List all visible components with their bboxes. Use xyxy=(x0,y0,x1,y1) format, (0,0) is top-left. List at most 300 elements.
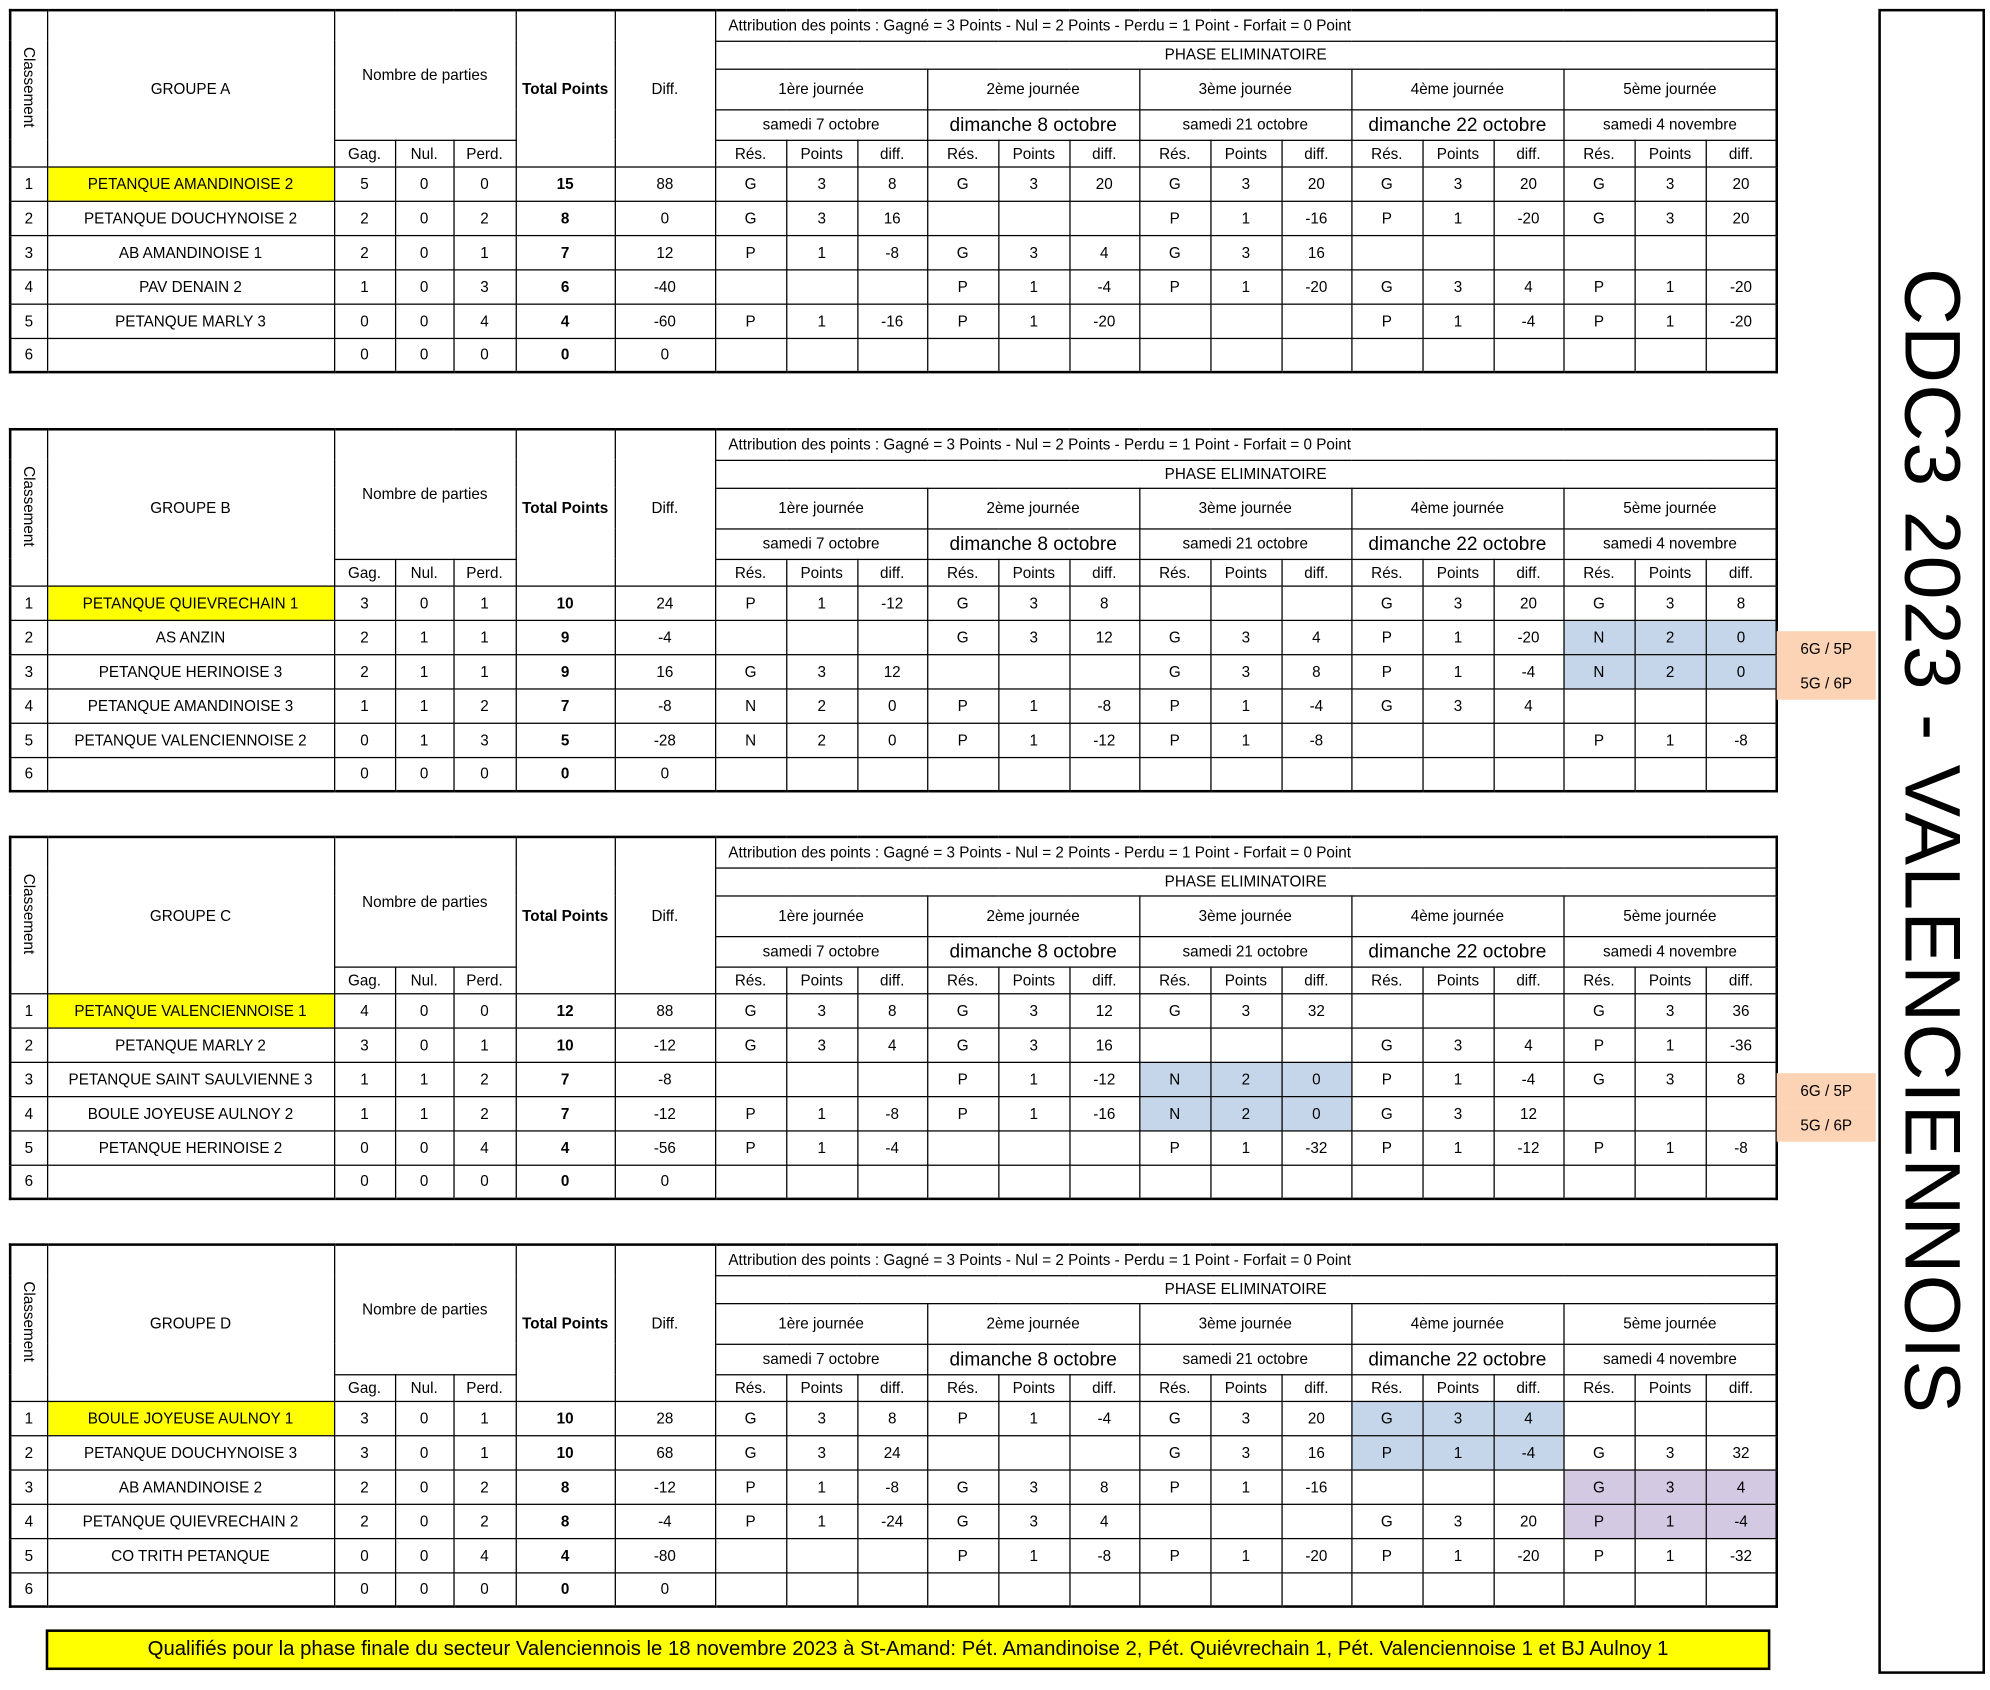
result-diff-cell: 20 xyxy=(1494,166,1564,200)
result-cell: G xyxy=(1139,1435,1210,1469)
result-cell xyxy=(715,620,786,654)
result-diff-cell xyxy=(1706,1572,1777,1606)
result-cell: G xyxy=(1563,585,1634,619)
res-header: Rés. xyxy=(927,1374,998,1401)
result-diff-cell: 4 xyxy=(1281,620,1351,654)
journee-date: samedi 21 octobre xyxy=(1139,528,1351,558)
gag-cell: 3 xyxy=(334,1435,395,1469)
result-diff-cell xyxy=(1706,757,1777,791)
result-diff-cell: -4 xyxy=(857,1130,927,1164)
points-header: Points xyxy=(786,1374,857,1401)
result-diff-cell xyxy=(1494,1572,1564,1606)
perd-header: Perd. xyxy=(453,966,515,993)
group-c-side-note-1: 6G / 5P xyxy=(1777,1073,1876,1107)
total-cell: 8 xyxy=(516,1504,615,1538)
perd-cell: 4 xyxy=(453,1538,515,1572)
result-diff-cell: 20 xyxy=(1069,166,1139,200)
diff-cell: 0 xyxy=(615,757,715,791)
result-diff-cell: 8 xyxy=(1069,585,1139,619)
diff-sub-header: diff. xyxy=(1494,1374,1564,1401)
diff-sub-header: diff. xyxy=(1281,966,1351,993)
perd-cell: 0 xyxy=(453,757,515,791)
result-cell: G xyxy=(715,166,786,200)
points-cell: 1 xyxy=(1422,201,1493,235)
journee-label: 3ème journée xyxy=(1139,1303,1351,1344)
journee-label: 3ème journée xyxy=(1139,895,1351,936)
diff-cell: 0 xyxy=(615,338,715,372)
result-diff-cell: -4 xyxy=(1281,688,1351,722)
points-cell xyxy=(1635,1096,1706,1130)
table-row xyxy=(10,654,1777,688)
total-cell: 0 xyxy=(516,338,615,372)
rank-cell: 5 xyxy=(10,1130,47,1164)
res-header: Rés. xyxy=(1139,966,1210,993)
diff-sub-header: diff. xyxy=(1069,559,1139,586)
result-diff-cell: 8 xyxy=(1281,654,1351,688)
result-diff-cell: 0 xyxy=(1706,620,1777,654)
points-cell xyxy=(998,757,1069,791)
result-diff-cell: 12 xyxy=(1069,993,1139,1027)
perd-cell: 1 xyxy=(453,654,515,688)
diff-cell: 0 xyxy=(615,201,715,235)
diff-cell: -60 xyxy=(615,304,715,338)
points-header: Points xyxy=(1210,1374,1281,1401)
result-diff-cell: 0 xyxy=(1706,654,1777,688)
result-cell: P xyxy=(927,269,998,303)
result-cell xyxy=(1563,1572,1634,1606)
nul-cell: 1 xyxy=(395,620,453,654)
points-cell: 3 xyxy=(786,1027,857,1061)
result-diff-cell: -24 xyxy=(857,1504,927,1538)
journee-label: 2ème journée xyxy=(927,488,1139,529)
nul-cell: 1 xyxy=(395,1062,453,1096)
points-cell: 2 xyxy=(1635,654,1706,688)
team-name xyxy=(47,338,334,372)
points-cell xyxy=(1422,993,1493,1027)
points-cell xyxy=(1422,235,1493,269)
points-header: Points xyxy=(998,1374,1069,1401)
result-cell: P xyxy=(715,1130,786,1164)
gag-header: Gag. xyxy=(334,1374,395,1401)
result-diff-cell: -12 xyxy=(857,585,927,619)
result-cell: G xyxy=(1351,1096,1422,1130)
points-cell: 3 xyxy=(998,1469,1069,1503)
rank-cell: 3 xyxy=(10,235,47,269)
result-cell xyxy=(927,757,998,791)
points-header: Points xyxy=(1210,559,1281,586)
result-cell: G xyxy=(1139,654,1210,688)
res-header: Rés. xyxy=(715,966,786,993)
perd-cell: 3 xyxy=(453,269,515,303)
points-header: Points xyxy=(1635,140,1706,167)
result-diff-cell: -20 xyxy=(1281,1538,1351,1572)
points-cell: 1 xyxy=(1210,723,1281,757)
rank-cell: 4 xyxy=(10,269,47,303)
result-cell: G xyxy=(1351,269,1422,303)
rank-cell: 3 xyxy=(10,1062,47,1096)
nul-header: Nul. xyxy=(395,1374,453,1401)
points-cell: 3 xyxy=(1422,1504,1493,1538)
gag-cell: 0 xyxy=(334,723,395,757)
standings-table xyxy=(9,9,1778,373)
nul-cell: 0 xyxy=(395,304,453,338)
result-diff-cell: -32 xyxy=(1281,1130,1351,1164)
points-cell: 3 xyxy=(1210,654,1281,688)
result-diff-cell: 8 xyxy=(857,1401,927,1435)
points-header: Points xyxy=(1635,1374,1706,1401)
nul-cell: 0 xyxy=(395,338,453,372)
result-diff-cell: -4 xyxy=(1706,1504,1777,1538)
points-cell: 1 xyxy=(1635,1504,1706,1538)
journee-date: samedi 4 novembre xyxy=(1563,936,1777,966)
result-diff-cell xyxy=(1706,688,1777,722)
result-diff-cell: -20 xyxy=(1706,269,1777,303)
result-diff-cell: -20 xyxy=(1494,201,1564,235)
result-cell: G xyxy=(715,654,786,688)
result-cell: G xyxy=(927,1504,998,1538)
sheet-title-box xyxy=(1878,9,1985,1674)
points-cell: 2 xyxy=(786,723,857,757)
res-header: Rés. xyxy=(1563,559,1634,586)
team-name xyxy=(47,1165,334,1199)
result-cell xyxy=(1563,688,1634,722)
result-diff-cell: -16 xyxy=(1281,201,1351,235)
result-diff-cell xyxy=(857,269,927,303)
total-cell: 7 xyxy=(516,688,615,722)
points-cell: 1 xyxy=(1422,1538,1493,1572)
points-cell xyxy=(998,1572,1069,1606)
result-diff-cell xyxy=(857,1062,927,1096)
points-cell: 1 xyxy=(1210,269,1281,303)
result-cell xyxy=(1351,993,1422,1027)
points-cell: 1 xyxy=(998,269,1069,303)
table-row xyxy=(10,1027,1777,1061)
result-diff-cell xyxy=(857,338,927,372)
result-cell: P xyxy=(1351,1435,1422,1469)
points-cell xyxy=(1635,1572,1706,1606)
result-cell: P xyxy=(1351,201,1422,235)
result-diff-cell: 12 xyxy=(1494,1096,1564,1130)
points-cell xyxy=(1210,338,1281,372)
table-row xyxy=(10,304,1777,338)
result-diff-cell: 4 xyxy=(1494,1027,1564,1061)
result-cell: P xyxy=(1139,201,1210,235)
rank-cell: 5 xyxy=(10,723,47,757)
team-name: PETANQUE HERINOISE 2 xyxy=(47,1130,334,1164)
result-diff-cell: 0 xyxy=(1281,1062,1351,1096)
group-c-block xyxy=(9,836,1774,1200)
result-cell: G xyxy=(1563,1469,1634,1503)
nul-header: Nul. xyxy=(395,559,453,586)
diff-sub-header: diff. xyxy=(1069,966,1139,993)
points-cell: 1 xyxy=(1635,304,1706,338)
points-cell xyxy=(1635,338,1706,372)
diff-cell: -4 xyxy=(615,620,715,654)
result-diff-cell xyxy=(1281,757,1351,791)
result-diff-cell: -20 xyxy=(1494,1538,1564,1572)
result-cell: P xyxy=(1351,1538,1422,1572)
points-cell xyxy=(1422,723,1493,757)
team-name: PETANQUE MARLY 2 xyxy=(47,1027,334,1061)
table-row xyxy=(10,1435,1777,1469)
result-cell xyxy=(1139,304,1210,338)
table-row xyxy=(10,1062,1777,1096)
gag-cell: 3 xyxy=(334,585,395,619)
team-name: CO TRITH PETANQUE xyxy=(47,1538,334,1572)
total-cell: 0 xyxy=(516,1572,615,1606)
journee-label: 5ème journée xyxy=(1563,488,1777,529)
diff-cell: -56 xyxy=(615,1130,715,1164)
gag-cell: 0 xyxy=(334,1165,395,1199)
result-cell xyxy=(715,1062,786,1096)
table-row xyxy=(10,1401,1777,1435)
gag-cell: 1 xyxy=(334,1096,395,1130)
result-diff-cell: -20 xyxy=(1281,269,1351,303)
group-name: GROUPE C xyxy=(47,837,334,993)
total-cell: 12 xyxy=(516,993,615,1027)
qualified-banner: Qualifiés pour la phase finale du secteur Valenciennois le 18 novembre 2023 à St-Amand: Pét. Amandinoise 2, Pét. Quiévrechain 1, Pét. Valenciennoise 1 et BJ Aulnoy 1 xyxy=(46,1629,1771,1670)
result-diff-cell xyxy=(1281,1572,1351,1606)
result-cell xyxy=(715,757,786,791)
result-cell: G xyxy=(715,993,786,1027)
result-diff-cell: 4 xyxy=(1494,269,1564,303)
result-diff-cell: 36 xyxy=(1706,993,1777,1027)
phase-eliminatoire: PHASE ELIMINATOIRE xyxy=(715,867,1777,895)
rank-cell: 5 xyxy=(10,1538,47,1572)
total-cell: 10 xyxy=(516,585,615,619)
result-cell xyxy=(1563,1165,1634,1199)
points-cell: 3 xyxy=(1635,993,1706,1027)
journee-label: 3ème journée xyxy=(1139,69,1351,110)
result-diff-cell: -16 xyxy=(857,304,927,338)
attribution-points: Attribution des points : Gagné = 3 Points - Nul = 2 Points - Perdu = 1 Point - Forfait = 0 Point xyxy=(715,837,1777,867)
gag-cell: 2 xyxy=(334,235,395,269)
gag-cell: 2 xyxy=(334,1504,395,1538)
gag-cell: 3 xyxy=(334,1401,395,1435)
res-header: Rés. xyxy=(1139,559,1210,586)
group-name: GROUPE D xyxy=(47,1245,334,1401)
total-cell: 10 xyxy=(516,1027,615,1061)
team-name: PETANQUE MARLY 3 xyxy=(47,304,334,338)
phase-eliminatoire: PHASE ELIMINATOIRE xyxy=(715,460,1777,488)
points-cell xyxy=(1422,1572,1493,1606)
gag-header: Gag. xyxy=(334,966,395,993)
points-cell: 3 xyxy=(998,620,1069,654)
points-header: Points xyxy=(786,140,857,167)
result-cell xyxy=(1351,723,1422,757)
total-cell: 4 xyxy=(516,304,615,338)
points-cell: 1 xyxy=(1635,1027,1706,1061)
result-cell: G xyxy=(715,1435,786,1469)
points-cell xyxy=(1635,757,1706,791)
gag-cell: 0 xyxy=(334,757,395,791)
table-row xyxy=(10,338,1777,372)
journee-date: dimanche 8 octobre xyxy=(927,109,1139,139)
points-cell: 3 xyxy=(1210,166,1281,200)
team-name xyxy=(47,757,334,791)
result-diff-cell: 4 xyxy=(1706,1469,1777,1503)
points-cell: 1 xyxy=(786,1130,857,1164)
gag-cell: 0 xyxy=(334,1130,395,1164)
points-header: Points xyxy=(998,140,1069,167)
journee-date: samedi 21 octobre xyxy=(1139,1344,1351,1374)
nul-header: Nul. xyxy=(395,966,453,993)
rank-cell: 1 xyxy=(10,166,47,200)
group-a-block xyxy=(9,9,1774,373)
result-diff-cell: 0 xyxy=(857,723,927,757)
perd-cell: 4 xyxy=(453,304,515,338)
rank-cell: 2 xyxy=(10,1027,47,1061)
diff-cell: 0 xyxy=(615,1572,715,1606)
res-header: Rés. xyxy=(927,140,998,167)
rank-cell: 2 xyxy=(10,201,47,235)
journee-date: dimanche 8 octobre xyxy=(927,1344,1139,1374)
result-cell: G xyxy=(927,585,998,619)
result-diff-cell: -8 xyxy=(857,235,927,269)
nombre-parties-header: Nombre de parties xyxy=(334,837,516,967)
nul-cell: 0 xyxy=(395,235,453,269)
result-cell: N xyxy=(715,688,786,722)
diff-sub-header: diff. xyxy=(1494,559,1564,586)
points-cell: 3 xyxy=(998,585,1069,619)
journee-label: 2ème journée xyxy=(927,895,1139,936)
points-cell: 3 xyxy=(998,235,1069,269)
result-diff-cell: -32 xyxy=(1706,1538,1777,1572)
attribution-points: Attribution des points : Gagné = 3 Points - Nul = 2 Points - Perdu = 1 Point - Forfait = 0 Point xyxy=(715,1245,1777,1275)
result-diff-cell: 20 xyxy=(1706,201,1777,235)
total-cell: 0 xyxy=(516,1165,615,1199)
diff-header: Diff. xyxy=(615,10,715,166)
group-d-block xyxy=(9,1243,1774,1607)
result-cell xyxy=(1563,1401,1634,1435)
points-cell xyxy=(1635,1401,1706,1435)
team-name: PETANQUE DOUCHYNOISE 2 xyxy=(47,201,334,235)
nul-cell: 1 xyxy=(395,654,453,688)
team-name: PETANQUE AMANDINOISE 2 xyxy=(47,166,334,200)
table-row xyxy=(10,620,1777,654)
points-cell: 3 xyxy=(998,1027,1069,1061)
points-cell: 3 xyxy=(786,1401,857,1435)
classement-header xyxy=(10,10,47,166)
total-cell: 4 xyxy=(516,1538,615,1572)
result-diff-cell: -12 xyxy=(1494,1130,1564,1164)
result-cell xyxy=(1563,757,1634,791)
result-diff-cell xyxy=(1706,1401,1777,1435)
result-cell: P xyxy=(1139,688,1210,722)
points-cell: 1 xyxy=(1422,1130,1493,1164)
total-points-header: Total Points xyxy=(516,10,615,166)
nul-cell: 0 xyxy=(395,1504,453,1538)
standings-table xyxy=(9,836,1778,1200)
points-cell xyxy=(998,201,1069,235)
perd-cell: 1 xyxy=(453,235,515,269)
result-cell: G xyxy=(1351,585,1422,619)
classement-label: Classement xyxy=(20,1280,38,1362)
perd-cell: 2 xyxy=(453,1062,515,1096)
points-cell: 3 xyxy=(998,166,1069,200)
points-cell xyxy=(1635,235,1706,269)
journee-label: 4ème journée xyxy=(1351,895,1563,936)
result-cell: P xyxy=(715,1504,786,1538)
team-name: PETANQUE SAINT SAULVIENNE 3 xyxy=(47,1062,334,1096)
result-diff-cell xyxy=(1069,654,1139,688)
classement-header xyxy=(10,1245,47,1401)
journee-date: samedi 7 octobre xyxy=(715,1344,927,1374)
points-cell xyxy=(998,1130,1069,1164)
result-diff-cell: -12 xyxy=(1069,1062,1139,1096)
result-diff-cell: -4 xyxy=(1494,1435,1564,1469)
points-header: Points xyxy=(1210,140,1281,167)
total-cell: 6 xyxy=(516,269,615,303)
points-header: Points xyxy=(998,966,1069,993)
diff-sub-header: diff. xyxy=(1281,140,1351,167)
total-cell: 10 xyxy=(516,1435,615,1469)
rank-cell: 6 xyxy=(10,1572,47,1606)
result-cell: G xyxy=(1563,201,1634,235)
journee-label: 5ème journée xyxy=(1563,1303,1777,1344)
points-header: Points xyxy=(1422,966,1493,993)
result-diff-cell xyxy=(857,757,927,791)
points-header: Points xyxy=(786,966,857,993)
nul-cell: 0 xyxy=(395,269,453,303)
points-cell: 3 xyxy=(786,1435,857,1469)
points-cell: 3 xyxy=(786,166,857,200)
result-diff-cell: 4 xyxy=(1494,688,1564,722)
team-name: PAV DENAIN 2 xyxy=(47,269,334,303)
result-cell xyxy=(715,1538,786,1572)
result-cell: P xyxy=(927,688,998,722)
points-cell: 1 xyxy=(786,1469,857,1503)
journee-label: 2ème journée xyxy=(927,1303,1139,1344)
res-header: Rés. xyxy=(1139,1374,1210,1401)
points-cell: 2 xyxy=(786,688,857,722)
result-diff-cell: -4 xyxy=(1069,269,1139,303)
perd-cell: 2 xyxy=(453,688,515,722)
nul-cell: 0 xyxy=(395,1165,453,1199)
team-name: PETANQUE VALENCIENNOISE 1 xyxy=(47,993,334,1027)
result-cell: N xyxy=(1563,654,1634,688)
diff-cell: 16 xyxy=(615,654,715,688)
result-diff-cell xyxy=(1069,1165,1139,1199)
result-diff-cell: -16 xyxy=(1069,1096,1139,1130)
diff-sub-header: diff. xyxy=(857,559,927,586)
result-cell: P xyxy=(927,1096,998,1130)
points-cell xyxy=(1210,1027,1281,1061)
result-cell: P xyxy=(1563,1538,1634,1572)
result-diff-cell: 24 xyxy=(857,1435,927,1469)
attribution-points: Attribution des points : Gagné = 3 Points - Nul = 2 Points - Perdu = 1 Point - Forfait = 0 Point xyxy=(715,10,1777,40)
total-cell: 4 xyxy=(516,1130,615,1164)
result-cell: G xyxy=(1563,993,1634,1027)
diff-sub-header: diff. xyxy=(1494,140,1564,167)
result-cell: G xyxy=(1139,620,1210,654)
result-cell: G xyxy=(927,1027,998,1061)
diff-header: Diff. xyxy=(615,837,715,993)
diff-sub-header: diff. xyxy=(857,140,927,167)
result-diff-cell xyxy=(1494,1165,1564,1199)
diff-sub-header: diff. xyxy=(857,966,927,993)
journee-date: samedi 21 octobre xyxy=(1139,109,1351,139)
result-cell xyxy=(1563,338,1634,372)
total-cell: 9 xyxy=(516,620,615,654)
team-name: AS ANZIN xyxy=(47,620,334,654)
group-name: GROUPE B xyxy=(47,429,334,585)
diff-cell: -4 xyxy=(615,1504,715,1538)
points-cell xyxy=(1635,688,1706,722)
total-cell: 7 xyxy=(516,1062,615,1096)
result-diff-cell xyxy=(1281,585,1351,619)
diff-cell: -28 xyxy=(615,723,715,757)
